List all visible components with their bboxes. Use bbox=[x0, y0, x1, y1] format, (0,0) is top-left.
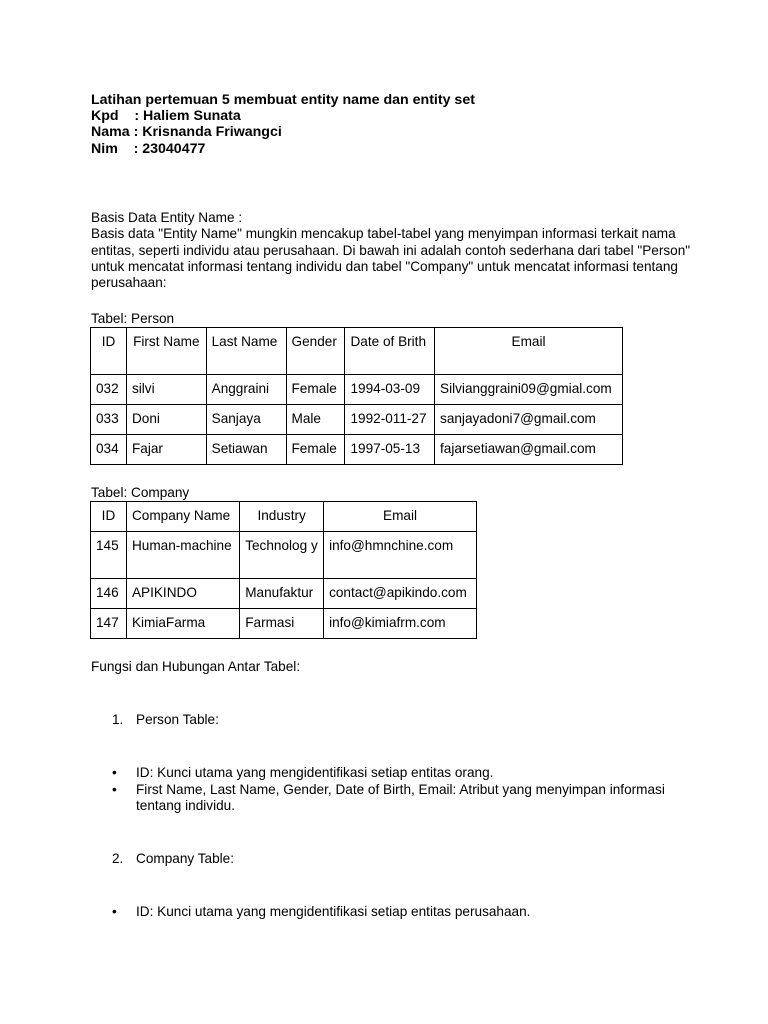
company-table-header-row bbox=[91, 502, 477, 532]
table-row bbox=[91, 579, 477, 609]
list-item-label: Company Table: bbox=[136, 851, 234, 866]
table-cell: 146 bbox=[91, 579, 127, 609]
company-header-email: Email bbox=[324, 502, 477, 532]
nama-label: Nama bbox=[91, 124, 134, 141]
intro-section bbox=[91, 210, 691, 291]
table-row bbox=[91, 435, 623, 465]
document-header bbox=[91, 92, 475, 157]
list-item-label: Person Table: bbox=[136, 712, 219, 727]
table-row bbox=[91, 609, 477, 639]
kpd-label: Kpd bbox=[91, 108, 135, 125]
table-cell: 1992-011-27 bbox=[345, 405, 435, 435]
table-cell: sanjayadoni7@gmail.com bbox=[435, 405, 623, 435]
table-cell: fajarsetiawan@gmail.com bbox=[435, 435, 623, 465]
bullet-text: First Name, Last Name, Gender, Date of Birth, Email: Atribut yang menyimpan informasi tentang individu. bbox=[136, 782, 665, 814]
table-cell: Setiawan bbox=[206, 435, 286, 465]
person-header-email: Email bbox=[435, 328, 623, 375]
company-header-industry: Industry bbox=[240, 502, 324, 532]
bullet-icon: • bbox=[112, 782, 117, 797]
bullet-item bbox=[112, 782, 692, 815]
table-cell: 034 bbox=[91, 435, 127, 465]
table-cell: contact@apikindo.com bbox=[324, 579, 477, 609]
nim-label: Nim bbox=[91, 140, 134, 157]
nama-value: : Krisnanda Friwangci bbox=[133, 124, 282, 141]
bullet-icon: • bbox=[112, 904, 117, 919]
person-header-first-name: First Name bbox=[126, 328, 206, 375]
table-cell: Human-machine bbox=[126, 532, 239, 579]
table-cell: 145 bbox=[91, 532, 127, 579]
company-table-caption: Tabel: Company bbox=[91, 485, 190, 500]
table-cell: Farmasi bbox=[240, 609, 324, 639]
table-cell: Female bbox=[286, 375, 345, 405]
table-cell: Fajar bbox=[126, 435, 206, 465]
bullet-item bbox=[112, 765, 692, 781]
table-cell: info@hmnchine.com bbox=[324, 532, 477, 579]
list-item-person-table bbox=[112, 712, 219, 728]
person-table bbox=[90, 327, 623, 465]
table-cell: 1997-05-13 bbox=[345, 435, 435, 465]
table-row bbox=[91, 405, 623, 435]
relations-heading: Fungsi dan Hubungan Antar Tabel: bbox=[91, 659, 301, 674]
table-cell: Silvianggraini09@gmial.com bbox=[435, 375, 623, 405]
nama-line bbox=[91, 124, 475, 140]
kpd-value: : Haliem Sunata bbox=[134, 108, 241, 125]
intro-heading: Basis Data Entity Name : bbox=[91, 210, 243, 225]
company-table bbox=[90, 501, 477, 639]
nim-value: : 23040477 bbox=[133, 140, 206, 157]
table-cell: 033 bbox=[91, 405, 127, 435]
bullet-icon: • bbox=[112, 765, 117, 780]
kpd-line bbox=[91, 108, 475, 124]
table-cell: APIKINDO bbox=[126, 579, 239, 609]
person-header-gender: Gender bbox=[286, 328, 345, 375]
list-number: 1. bbox=[112, 712, 124, 727]
table-row bbox=[91, 532, 477, 579]
table-cell: info@kimiafrm.com bbox=[324, 609, 477, 639]
bullet-text: ID: Kunci utama yang mengidentifikasi setiap entitas perusahaan. bbox=[136, 904, 531, 919]
table-cell: Sanjaya bbox=[206, 405, 286, 435]
table-row bbox=[91, 375, 623, 405]
person-header-id: ID bbox=[91, 328, 127, 375]
person-header-last-name: Last Name bbox=[206, 328, 286, 375]
intro-paragraph: Basis data "Entity Name" mungkin mencakup tabel-tabel yang menyimpan informasi terkait nama entitas, seperti individu atau perusahaan. Di bawah ini adalah contoh sederhana dari tabel "Person" untuk mencatat informasi tentang individu dan tabel "Company" untuk mencatat informasi tentang perusahaan: bbox=[91, 226, 691, 291]
nim-line bbox=[91, 141, 475, 157]
table-cell: 147 bbox=[91, 609, 127, 639]
company-header-id: ID bbox=[91, 502, 127, 532]
list-number: 2. bbox=[112, 851, 124, 866]
table-cell: Anggraini bbox=[206, 375, 286, 405]
table-cell: Manufaktur bbox=[240, 579, 324, 609]
table-cell: 032 bbox=[91, 375, 127, 405]
document-title: Latihan pertemuan 5 membuat entity name dan entity set bbox=[91, 92, 475, 108]
bullet-item bbox=[112, 904, 692, 920]
list-item-company-table bbox=[112, 851, 234, 867]
person-header-date-of-birth: Date of Brith bbox=[345, 328, 435, 375]
person-table-caption: Tabel: Person bbox=[91, 311, 175, 326]
table-cell: Male bbox=[286, 405, 345, 435]
table-cell: KimiaFarma bbox=[126, 609, 239, 639]
table-cell: Technolog y bbox=[240, 532, 324, 579]
bullet-text: ID: Kunci utama yang mengidentifikasi setiap entitas orang. bbox=[136, 765, 494, 780]
table-cell: Female bbox=[286, 435, 345, 465]
table-cell: Doni bbox=[126, 405, 206, 435]
table-cell: 1994-03-09 bbox=[345, 375, 435, 405]
person-table-header-row bbox=[91, 328, 623, 375]
table-cell: silvi bbox=[126, 375, 206, 405]
company-header-company-name: Company Name bbox=[126, 502, 239, 532]
